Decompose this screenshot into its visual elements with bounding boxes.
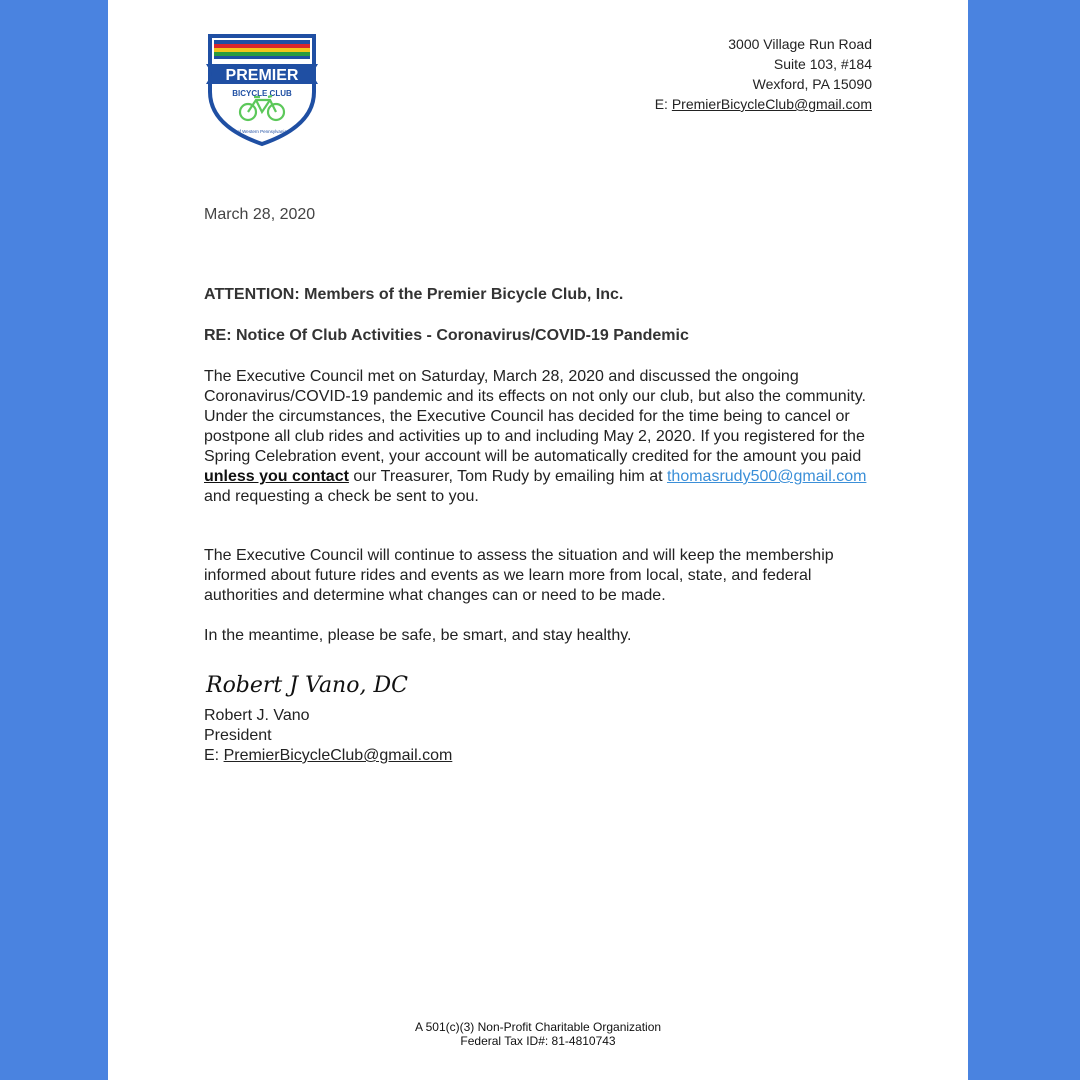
signer-email-row <box>204 746 452 766</box>
paragraph-1-text-b: our Treasurer, Tom Rudy by emailing him at <box>348 468 667 485</box>
letter-page <box>108 0 968 1080</box>
return-address <box>655 34 872 114</box>
emphasis-text: unless you contact <box>204 468 349 485</box>
address-line-3: Wexford, PA 15090 <box>752 76 872 92</box>
signer-title: President <box>204 727 272 744</box>
footer <box>108 1020 968 1048</box>
logo-ribbon: of Western Pennsylvania <box>237 129 287 134</box>
footer-line-2: Federal Tax ID#: 81-4810743 <box>460 1034 616 1048</box>
email-prefix: E: <box>654 96 672 112</box>
club-logo <box>204 30 320 148</box>
signature-script: Robert J Vano, DC <box>206 673 408 698</box>
signer-email-link[interactable]: PremierBicycleClub@gmail.com <box>223 747 453 764</box>
subject-line: RE: Notice Of Club Activities - Coronavirus/COVID-19 Pandemic <box>204 327 689 344</box>
paragraph-3: In the meantime, please be safe, be smart, and stay healthy. <box>204 627 632 644</box>
paragraph-1-text-c: and requesting a check be sent to you. <box>204 488 479 505</box>
signature <box>204 660 408 706</box>
signer-email-prefix: E: <box>204 747 224 764</box>
attention-line: ATTENTION: Members of the Premier Bicycle Club, Inc. <box>204 286 624 303</box>
header-email-link[interactable]: PremierBicycleClub@gmail.com <box>671 96 872 112</box>
letter-date: March 28, 2020 <box>204 206 316 223</box>
paragraph-1-text-a: The Executive Council met on Saturday, March 28, 2020 and discussed the ongoing Coronavirus/COVID-19 pandemic and its effects on not only our club, but also the community. Under the circumstances, the Executive Council has decided for the time being to cancel or postpone all club rides and activities up to and including May 2, 2020. If you registered for the Spring Celebration event, your account will be automatically credited for the amount you paid <box>204 368 866 465</box>
footer-line-1: A 501(c)(3) Non-Profit Charitable Organization <box>414 1020 662 1034</box>
paragraph-2: The Executive Council will continue to assess the situation and will keep the membership informed about future rides and events as we learn more from local, state, and federal authorities and determine what changes can or need to be made. <box>204 547 834 604</box>
address-email-row <box>655 94 872 114</box>
logo-subtitle: BICYCLE CLUB <box>232 89 292 98</box>
signer-block <box>204 706 452 766</box>
treasurer-email-link[interactable]: thomasrudy500@gmail.com <box>666 468 867 485</box>
logo-name: PREMIER <box>225 67 299 84</box>
paragraph-1 <box>204 367 872 507</box>
signer-name: Robert J. Vano <box>204 707 310 724</box>
address-line-1: 3000 Village Run Road <box>728 36 872 52</box>
address-line-2: Suite 103, #184 <box>773 56 872 72</box>
